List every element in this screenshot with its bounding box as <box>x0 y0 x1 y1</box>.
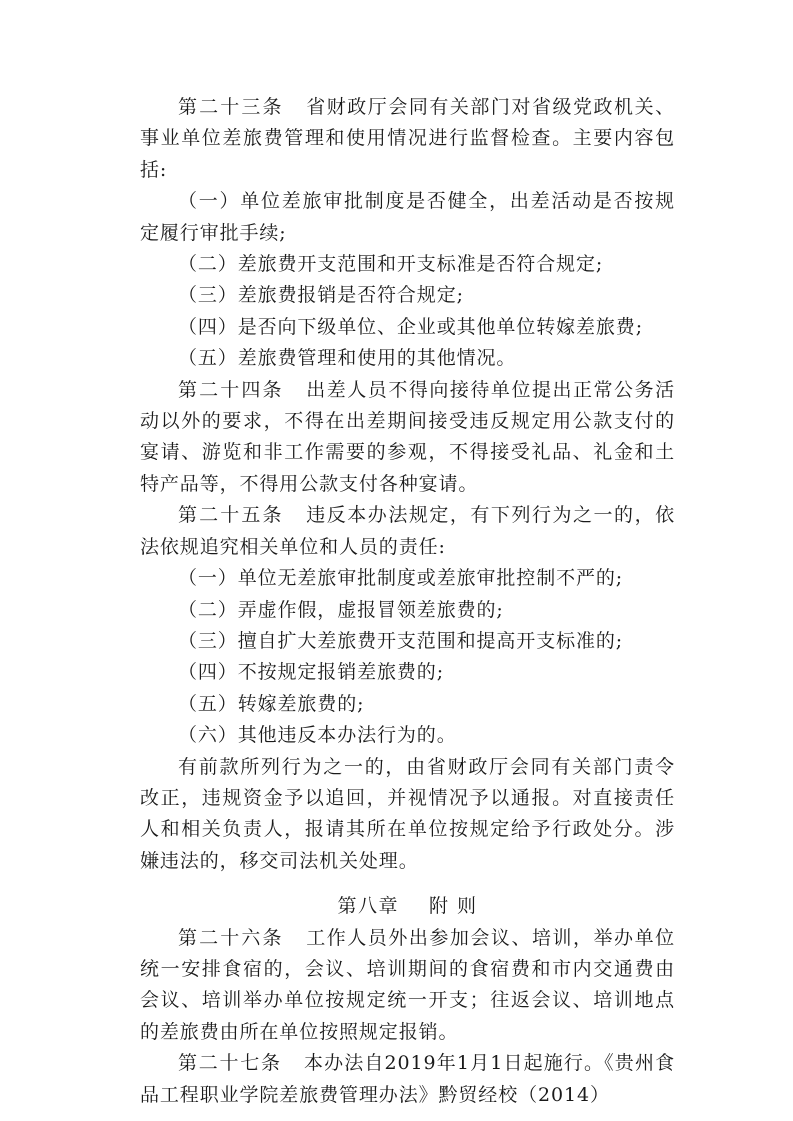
article-number: 第二十四条 <box>178 378 284 401</box>
list-item: （五）转嫁差旅费的; <box>178 692 365 715</box>
chapter-number: 第八章 <box>337 895 399 918</box>
article-text: 违反本办法规定，有下列行为之一的，依法依规追究相关单位和人员的责任: <box>140 504 675 558</box>
article-25 <box>140 500 675 563</box>
article-24 <box>140 375 675 501</box>
list-item: （六）其他违反本办法行为的。 <box>178 724 457 747</box>
list-item: （三）差旅费报销是否符合规定; <box>178 284 464 307</box>
list-item: （四）是否向下级单位、企业或其他单位转嫁差旅费; <box>178 315 644 338</box>
article-text: 省财政厅会同有关部门对省级党政机关、事业单位差旅费管理和使用情况进行监督检查。主要内容包括: <box>140 96 675 181</box>
article-26 <box>140 923 675 1049</box>
article-text: 出差人员不得向接待单位提出正常公务活动以外的要求，不得在出差期间接受违反规定用公款支付的宴请、游览和非工作需要的参观，不得接受礼品、礼金和土特产品等，不得用公款支付各种宴请。 <box>140 378 675 495</box>
list-item: （五）差旅费管理和使用的其他情况。 <box>178 347 517 370</box>
article-number: 第二十三条 <box>178 96 284 118</box>
article-number: 第二十七条 <box>178 1052 282 1075</box>
list-item: （一）单位无差旅审批制度或差旅审批控制不严的; <box>178 567 624 590</box>
article-25-closing: 有前款所列行为之一的，由省财政厅会同有关部门责令改正，违规资金予以追回，并视情况予以通报。对直接责任人和相关负责人，报请其所在单位按规定给予行政处分。涉嫌违法的，移交司法机关处理。 <box>140 755 675 872</box>
chapter-title: 附 则 <box>428 895 478 918</box>
list-item: （四）不按规定报销差旅费的; <box>178 661 445 684</box>
list-item: （二）差旅费开支范围和开支标准是否符合规定; <box>178 253 604 276</box>
article-text: 工作人员外出参加会议、培训，举办单位统一安排食宿的，会议、培训期间的食宿费和市内交通费由会议、培训举办单位按规定统一开支；往返会议、培训地点的差旅费由所在单位按照规定报销。 <box>140 926 675 1043</box>
list-item: （二）弄虚作假，虚报冒领差旅费的; <box>178 598 504 621</box>
article-number: 第二十六条 <box>178 926 284 949</box>
list-item: （三）擅自扩大差旅费开支范围和提高开支标准的; <box>178 629 624 652</box>
chapter-heading <box>140 891 675 922</box>
article-23 <box>140 92 675 186</box>
article-27 <box>140 1048 675 1111</box>
article-number: 第二十五条 <box>178 504 284 527</box>
list-item: （一）单位差旅审批制度是否健全，出差活动是否按规定履行审批手续; <box>140 190 675 244</box>
document-body <box>140 92 675 1111</box>
article-text: 本办法自2019年1月1日起施行。《贵州食品工程职业学院差旅费管理办法》黔贸经校（2014） <box>140 1052 675 1106</box>
